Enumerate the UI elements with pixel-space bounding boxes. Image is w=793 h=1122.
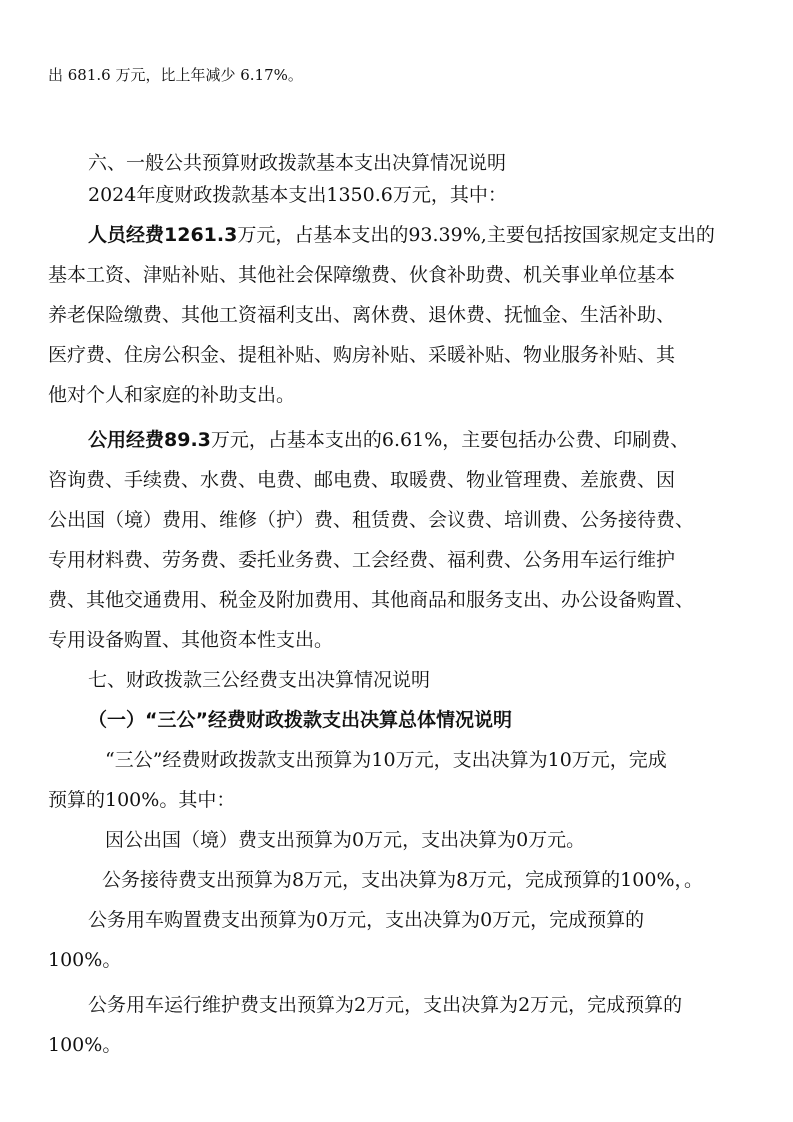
subsection-heading: （一）“三公”经费财政拨款支出决算总体情况说明 [88, 709, 512, 731]
public-label: 公用经费89.3 [88, 429, 211, 451]
text-line: 出 681.6 万元，比上年减少 6.17%。 [48, 66, 303, 84]
paragraph-line: 医疗费、住房公积金、提租补贴、购房补贴、采暖补贴、物业服务补贴、其 [48, 344, 676, 366]
paragraph-line: 费、其他交通费用、税金及附加费用、其他商品和服务支出、办公设备购置、 [48, 589, 695, 611]
paragraph-line: 100%。 [48, 1034, 122, 1056]
paragraph-line: 2024年度财政拨款基本支出1350.6万元，其中： [88, 184, 507, 206]
personnel-text: 万元，占基本支出的93.39%,主要包括按国家规定支出的 [237, 224, 715, 246]
paragraph-line: 因公出国（境）费支出预算为0万元，支出决算为0万元。 [105, 829, 586, 851]
paragraph-line: 公务接待费支出预算为8万元，支出决算为8万元，完成预算的100%，。 [102, 869, 703, 891]
paragraph-line: 咨询费、手续费、水费、电费、邮电费、取暖费、物业管理费、差旅费、因 [48, 469, 676, 491]
paragraph-line: “三公”经费财政拨款支出预算为10万元，支出决算为10万元，完成 [105, 749, 667, 771]
paragraph-line: 专用材料费、劳务费、委托业务费、工会经费、福利费、公务用车运行维护 [48, 549, 676, 571]
paragraph-line: 他对个人和家庭的补助支出。 [48, 384, 296, 406]
paragraph-line: 100%。 [48, 949, 122, 971]
paragraph-line: 公务用车运行维护费支出预算为2万元，支出决算为2万元，完成预算的 [88, 994, 683, 1016]
public-text: 万元，占基本支出的6.61%，主要包括办公费、印刷费、 [210, 429, 690, 451]
paragraph-line [88, 222, 715, 248]
paragraph-line [88, 427, 689, 453]
section-heading: 七、财政拨款三公经费支出决算情况说明 [88, 669, 431, 691]
paragraph-line: 养老保险缴费、其他工资福利支出、离休费、退休费、抚恤金、生活补助、 [48, 304, 676, 326]
paragraph-line: 专用设备购置、其他资本性支出。 [48, 629, 334, 651]
paragraph-line: 预算的100%。其中： [48, 789, 236, 811]
paragraph-line: 公务用车购置费支出预算为0万元，支出决算为0万元，完成预算的 [88, 909, 645, 931]
section-heading: 六、一般公共预算财政拨款基本支出决算情况说明 [88, 152, 507, 174]
personnel-label: 人员经费1261.3 [88, 224, 238, 246]
paragraph-line: 基本工资、津贴补贴、其他社会保障缴费、伙食补助费、机关事业单位基本 [48, 264, 676, 286]
paragraph-line: 公出国（境）费用、维修（护）费、租赁费、会议费、培训费、公务接待费、 [48, 509, 695, 531]
